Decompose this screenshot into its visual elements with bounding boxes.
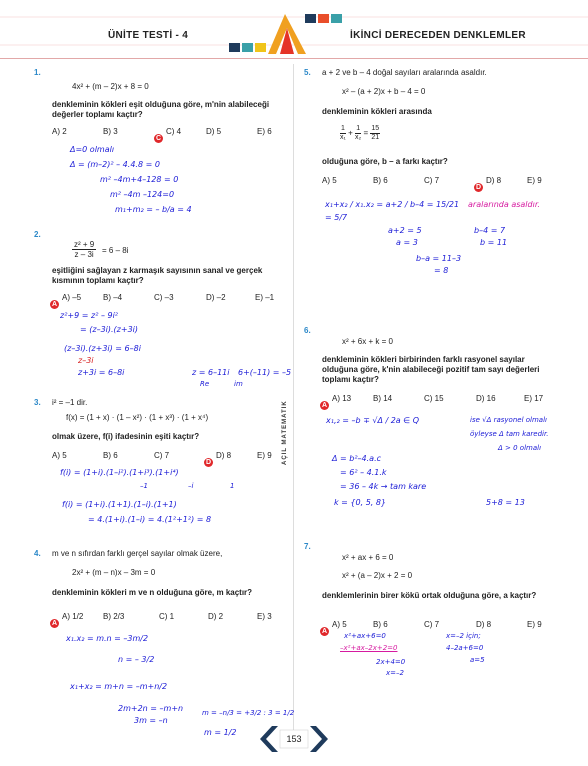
equation: 4x² + (m – 2)x + 8 = 0 [72, 82, 149, 91]
selected-marker: A [51, 620, 58, 627]
header-decoration [0, 0, 588, 58]
fraction-numerator: z² + 9 [74, 240, 95, 249]
question-prompt: olduğuna göre, b – a farkı kaçtır? [322, 157, 448, 166]
handwritten-work: a = 3 [396, 238, 418, 247]
handwritten-work: a+2 = 5 [388, 226, 422, 235]
handwritten-work: b–a = 11–3 [416, 254, 462, 263]
frac-num: 15 [371, 125, 380, 132]
option-a[interactable]: A) 5 [322, 176, 337, 185]
handwritten-note: 1 [230, 482, 235, 490]
selected-marker: A [321, 402, 328, 409]
option-c[interactable]: C) 1 [159, 612, 175, 621]
equation: x² + (a – 2)x + 2 = 0 [342, 571, 413, 580]
handwritten-work: = 4.(1+i).(1–i) = 4.(1²+1²) = 8 [88, 515, 212, 524]
question-prompt: denkleminin kökleri birbirinden farklı rasyonel sayılar olduğuna göre, k'nin alabileceği pozitif tam sayı değerleri toplamı kaçtır? [322, 355, 540, 384]
question-prompt: olmak üzere, f(i) ifadesinin eşiti kaçtır? [52, 432, 200, 441]
question-number: 4. [34, 549, 41, 558]
handwritten-work: = 36 – 4k → tam kare [340, 482, 427, 491]
handwritten-work: z²+9 = z² – 9i² [60, 311, 118, 320]
handwritten-note: ise √Δ rasyonel olmalı [470, 416, 547, 424]
option-d[interactable]: D) 5 [206, 127, 222, 136]
handwritten-work: m = –n/3 = +3/2 : 3 = 1/2 [202, 709, 295, 717]
handwritten-work: 4–2a+6=0 [446, 644, 484, 652]
handwritten-work: n = – 3/2 [118, 655, 155, 664]
equation: x² + 6x + k = 0 [342, 337, 393, 346]
handwritten-work: = 8 [434, 266, 449, 275]
question-prompt: denkleminin kökleri arasında [322, 107, 432, 116]
option-a[interactable]: A) 13 [332, 394, 352, 403]
handwritten-work: Δ = b²–4.a.c [332, 454, 382, 463]
option-d[interactable]: D) 8 [486, 176, 502, 185]
handwritten-work: 2m+2n = –m+n [118, 704, 184, 713]
option-c[interactable]: C) 4 [166, 127, 182, 136]
frac-den: x₂ [355, 134, 362, 141]
handwritten-work: 5+8 = 13 [486, 498, 525, 507]
question-prompt: denklemlerinin birer kökü ortak olduğuna göre, a kaçtır? [322, 591, 537, 600]
option-d[interactable]: D) 2 [208, 612, 224, 621]
handwritten-work: f(i) = (1+i).(1+1).(1–i).(1+1) [62, 500, 177, 509]
selected-marker: A [51, 301, 58, 308]
handwritten-work: b–4 = 7 [474, 226, 506, 235]
equation: f(x) = (1 + x) · (1 – x²) · (1 + x³) · (1 + x⁴) [66, 413, 209, 422]
handwritten-work: x₁+x₂ / x₁.x₂ = a+2 / b–4 = 15/21 = 5/7 [325, 200, 460, 222]
option-a[interactable]: A) 2 [52, 127, 67, 136]
handwritten-note: aralarında asaldır. [468, 200, 540, 209]
question-number: 1. [34, 68, 41, 77]
handwritten-note: Δ > 0 olmalı [498, 444, 542, 452]
option-d[interactable]: D) –2 [206, 293, 226, 302]
handwritten-note: im [234, 380, 243, 388]
sidebar-brand: AÇIL MATEMATİK [282, 400, 288, 465]
option-e[interactable]: E) 9 [527, 620, 542, 629]
option-b[interactable]: B) –4 [103, 293, 123, 302]
option-c[interactable]: C) 15 [424, 394, 444, 403]
question-prompt: denkleminin kökleri m ve n olduğuna göre, m kaçtır? [52, 588, 253, 597]
handwritten-work: (z–3i).(z+3i) = 6–8i [64, 344, 141, 353]
handwritten-work: m₁+m₂ = – b/a = 4 [115, 205, 192, 214]
handwritten-work: Δ = (m–2)² – 4.4.8 = 0 [70, 160, 160, 169]
option-e[interactable]: E) 9 [257, 451, 272, 460]
handwritten-work: x=–2 [386, 669, 404, 677]
chapter-title: İKİNCİ DERECEDEN DENKLEMLER [350, 30, 526, 41]
question-number: 2. [34, 230, 41, 239]
handwritten-work: = (z–3i).(z+3i) [80, 325, 138, 334]
handwritten-note: Re [200, 380, 210, 388]
equation: a + 2 ve b – 4 doğal sayıları aralarında asaldır. [322, 68, 487, 77]
handwritten-work: = 6² – 4.1.k [340, 468, 387, 477]
handwritten-work: x=–2 için; [446, 632, 481, 640]
handwritten-note: –1 [140, 482, 148, 490]
option-a[interactable]: A) –5 [62, 293, 82, 302]
unit-test-title: ÜNİTE TESTİ - 4 [108, 30, 189, 41]
root-relation: $\frac{1}{\text{x₁}}$ + $\frac{1}{\text{x₂}}$ = $\frac{15}{21}$ [340, 125, 380, 141]
option-e[interactable]: E) 6 [257, 127, 272, 136]
handwritten-work: Δ=0 olmalı [70, 145, 115, 154]
option-d[interactable]: D) 8 [216, 451, 232, 460]
equation: i² = –1 dir. [52, 398, 88, 407]
question-number: 6. [304, 326, 311, 335]
option-e[interactable]: E) 9 [527, 176, 542, 185]
handwritten-work: 6+(–11) = –5 [238, 368, 292, 377]
option-d[interactable]: D) 16 [476, 394, 496, 403]
handwritten-work: x₁,₂ = –b ∓ √Δ / 2a ∈ Q [326, 416, 420, 425]
handwritten-work: x²+ax+6=0 [344, 632, 386, 640]
question-number: 5. [304, 68, 311, 77]
option-e[interactable]: E) –1 [255, 293, 275, 302]
option-b[interactable]: B) 6 [103, 451, 118, 460]
handwritten-work: f(i) = (1+i).(1–i²).(1+i³).(1+i⁴) [60, 468, 179, 477]
frac-num: 1 [356, 125, 361, 132]
selected-marker: C [155, 135, 162, 142]
handwritten-work: z–3i [78, 356, 94, 365]
equation: x² – (a + 2)x + b – 4 = 0 [342, 87, 426, 96]
question-number: 7. [304, 542, 311, 551]
option-b[interactable]: B) 6 [373, 176, 388, 185]
handwritten-work: k = {0, 5, 8} [334, 498, 387, 507]
handwritten-work: z = 6–11i [192, 368, 230, 377]
question-prompt: denkleminin kökleri eşit olduğuna göre, m'nin alabileceği değerler toplamı kaçtır? [52, 100, 270, 119]
option-a[interactable]: A) 1/2 [62, 612, 84, 621]
option-d[interactable]: D) 8 [476, 620, 492, 629]
handwritten-work: b = 11 [480, 238, 508, 247]
handwritten-work: x₁.x₂ = m.n = –3m/2 [66, 634, 149, 643]
option-b[interactable]: B) 3 [103, 127, 118, 136]
option-b[interactable]: B) 2/3 [103, 612, 125, 621]
equation: x² + ax + 6 = 0 [342, 553, 394, 562]
option-b[interactable]: B) 14 [373, 394, 393, 403]
option-c[interactable]: C) 7 [424, 176, 440, 185]
option-c[interactable]: C) –3 [154, 293, 174, 302]
option-a[interactable]: A) 5 [332, 620, 347, 629]
handwritten-work: m² –4m –124=0 [110, 190, 175, 199]
frac-num: 1 [341, 125, 345, 132]
handwritten-note: –i [188, 482, 194, 490]
handwritten-work: a=5 [470, 656, 485, 664]
option-c[interactable]: C) 7 [154, 451, 170, 460]
frac-den: x₁ [340, 134, 346, 141]
handwritten-work: x₁+x₂ = m+n = –m+n/2 [70, 682, 168, 691]
equation-rhs: = 6 – 8i [102, 246, 129, 255]
handwritten-work: –x²+ax–2x+2=0 [340, 644, 398, 652]
fraction-denominator: z – 3i [74, 250, 94, 259]
handwritten-work: m = 1/2 [204, 728, 237, 737]
option-e[interactable]: E) 3 [257, 612, 272, 621]
handwritten-work: 2x+4=0 [376, 658, 406, 666]
handwritten-note: öyleyse Δ tam karedir. [470, 430, 549, 438]
page-number: 153 [286, 734, 302, 744]
frac-den: 21 [371, 134, 380, 141]
handwritten-work: 3m = –n [134, 716, 168, 725]
handwritten-work: m² –4m+4–128 = 0 [100, 175, 179, 184]
fraction [72, 240, 96, 259]
selected-marker: D [205, 459, 212, 466]
question-number: 3. [34, 398, 41, 407]
option-e[interactable]: E) 17 [524, 394, 544, 403]
selected-marker: A [321, 628, 328, 635]
question-prompt: eşitliğini sağlayan z karmaşık sayısının sanal ve gerçek kısmının toplamı kaçtır? [52, 266, 263, 285]
handwritten-work: z+3i = 6–8i [78, 368, 125, 377]
selected-marker: D [475, 184, 482, 191]
option-a[interactable]: A) 5 [52, 451, 67, 460]
option-b[interactable]: B) 6 [373, 620, 388, 629]
equation: m ve n sıfırdan farklı gerçel sayılar olmak üzere, [52, 549, 223, 558]
option-c[interactable]: C) 7 [424, 620, 440, 629]
equation: 2x² + (m – n)x – 3m = 0 [72, 568, 156, 577]
